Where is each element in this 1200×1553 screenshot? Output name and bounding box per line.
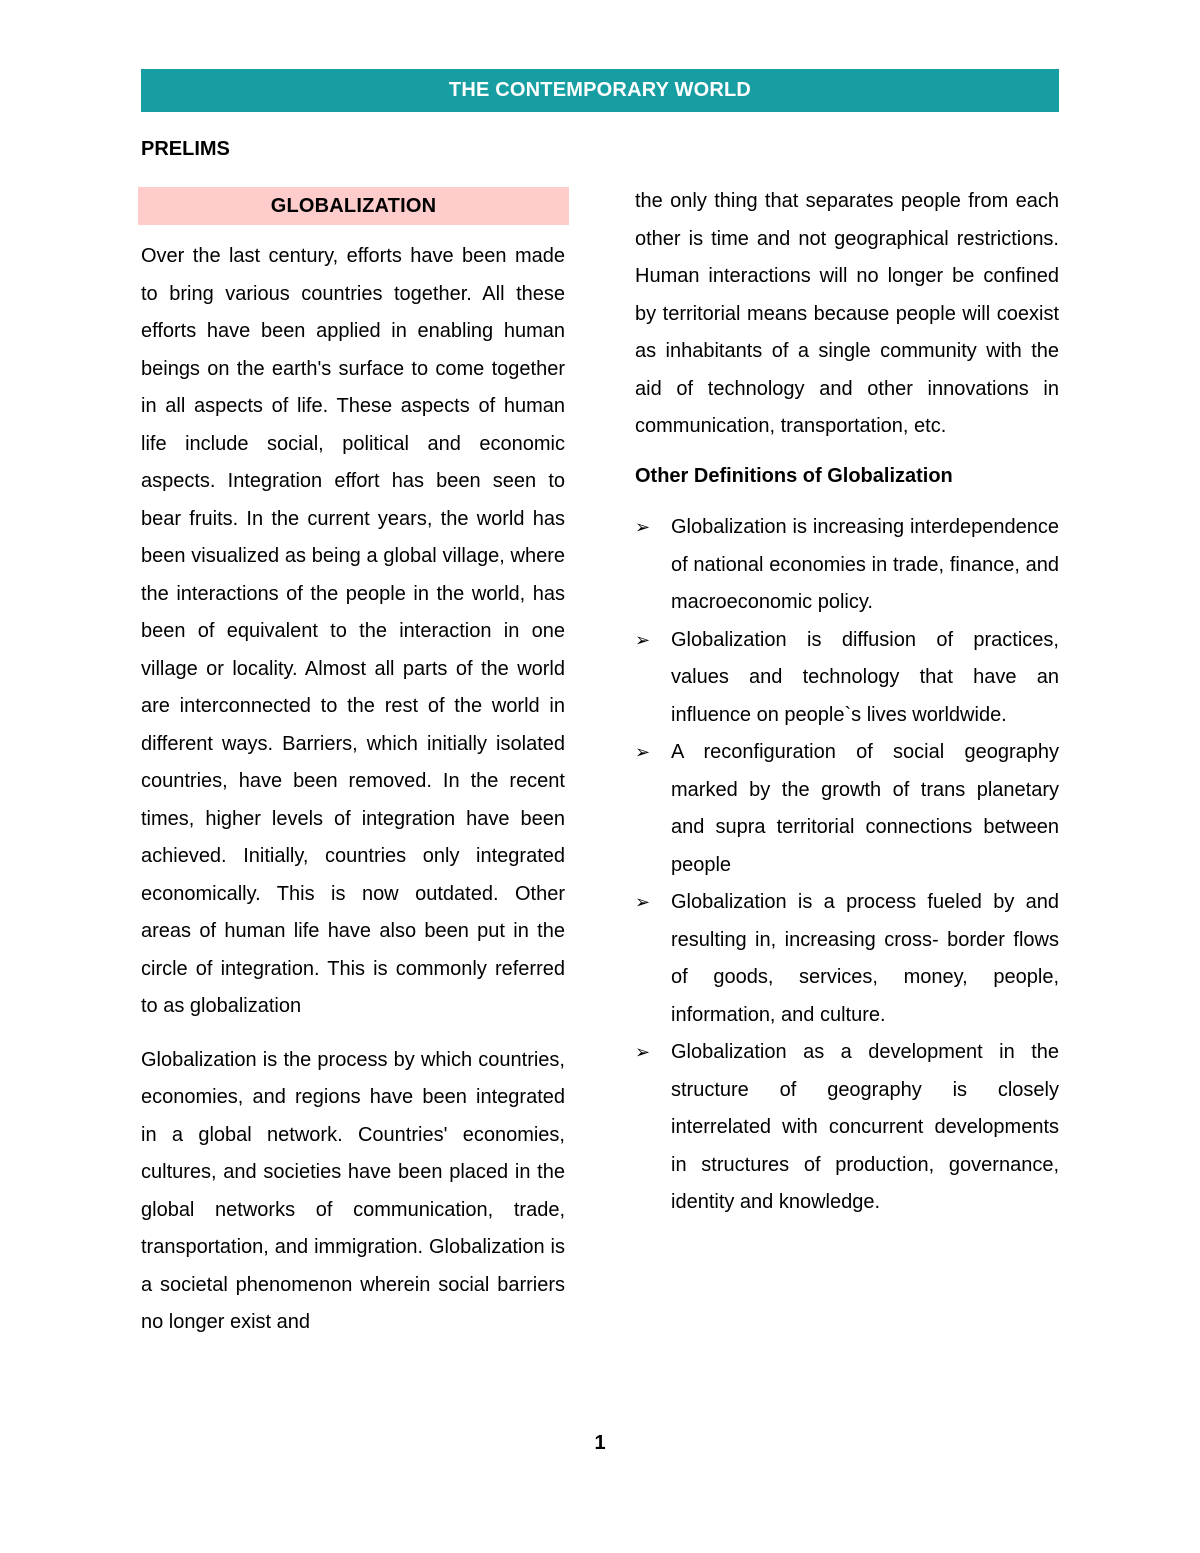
intro-paragraph: Over the last century, efforts have been made to bring various countries together. All these efforts have been applied in enabling human beings on the earth's surface to come together in all aspects of life. These aspects of human life include social, political and economic aspects. Integration effort has been seen to bear fruits. In the current years, the world has been visualized as being a global village, where the interactions of the people in the world, has been of equivalent to the interaction in one village or locality. Almost all parts of the world are interconnected to the rest of the world in different ways. Barriers, which initially isolated countries, have been removed. In the recent times, higher levels of integration have been achieved. Initially, countries only integrated economically. This is now outdated. Other areas of human life have also been put in the circle of integration. This is commonly referred to as globalization xyxy=(141,245,565,1017)
arrow-bullet-icon: ➢ xyxy=(635,892,651,913)
definition-item xyxy=(635,734,1059,884)
continuation-paragraph: the only thing that separates people from each other is time and not geographical restrictions. Human interactions will no longer be confined by territorial means because people will coexist as inhabitants of a single community with the aid of technology and other innovations in communication, transportation, etc. xyxy=(635,190,1059,437)
definition-text: Globalization is diffusion of practices, values and technology that have an influence on people`s lives worldwide. xyxy=(671,628,1059,726)
definition-text: Globalization is increasing interdependence of national economies in trade, finance, and macroeconomic policy. xyxy=(671,516,1059,613)
left-column xyxy=(141,238,565,1342)
definition-text: A reconfiguration of social geography marked by the growth of trans planetary and supra territorial connections between people xyxy=(671,741,1059,876)
definitions-list xyxy=(635,509,1059,1222)
arrow-bullet-icon: ➢ xyxy=(635,1042,651,1063)
definition-item xyxy=(635,1034,1059,1222)
document-header-bar xyxy=(141,69,1059,112)
definitions-heading: Other Definitions of Globalization xyxy=(635,464,953,487)
section-title-banner xyxy=(138,187,569,225)
definition-item xyxy=(635,509,1059,622)
prelims-label: PRELIMS xyxy=(141,138,230,160)
right-column xyxy=(635,183,1059,1222)
definition-text: Globalization is a process fueled by and resulting in, increasing cross- border flows of goods, services, money, people, information, and culture. xyxy=(671,891,1059,1026)
document-title: THE CONTEMPORARY WORLD xyxy=(448,79,752,101)
definition-paragraph: Globalization is the process by which countries, economies, and regions have been integrated in a global network. Countries' economies, cultures, and societies have been placed in the global networks of communication, trade, transportation, and immigration. Globalization is a societal phenomenon wherein social barriers no longer exist and xyxy=(141,1048,565,1333)
definition-item xyxy=(635,622,1059,735)
page-number: 1 xyxy=(594,1432,606,1454)
definition-item xyxy=(635,884,1059,1034)
arrow-bullet-icon: ➢ xyxy=(635,629,651,651)
section-title: GLOBALIZATION xyxy=(270,194,437,217)
definition-text: Globalization as a development in the structure of geography is closely interrelated with concurrent developments in structures of production, governance, identity and knowledge. xyxy=(671,1041,1059,1213)
arrow-bullet-icon: ➢ xyxy=(635,742,651,763)
arrow-bullet-icon: ➢ xyxy=(635,517,651,538)
